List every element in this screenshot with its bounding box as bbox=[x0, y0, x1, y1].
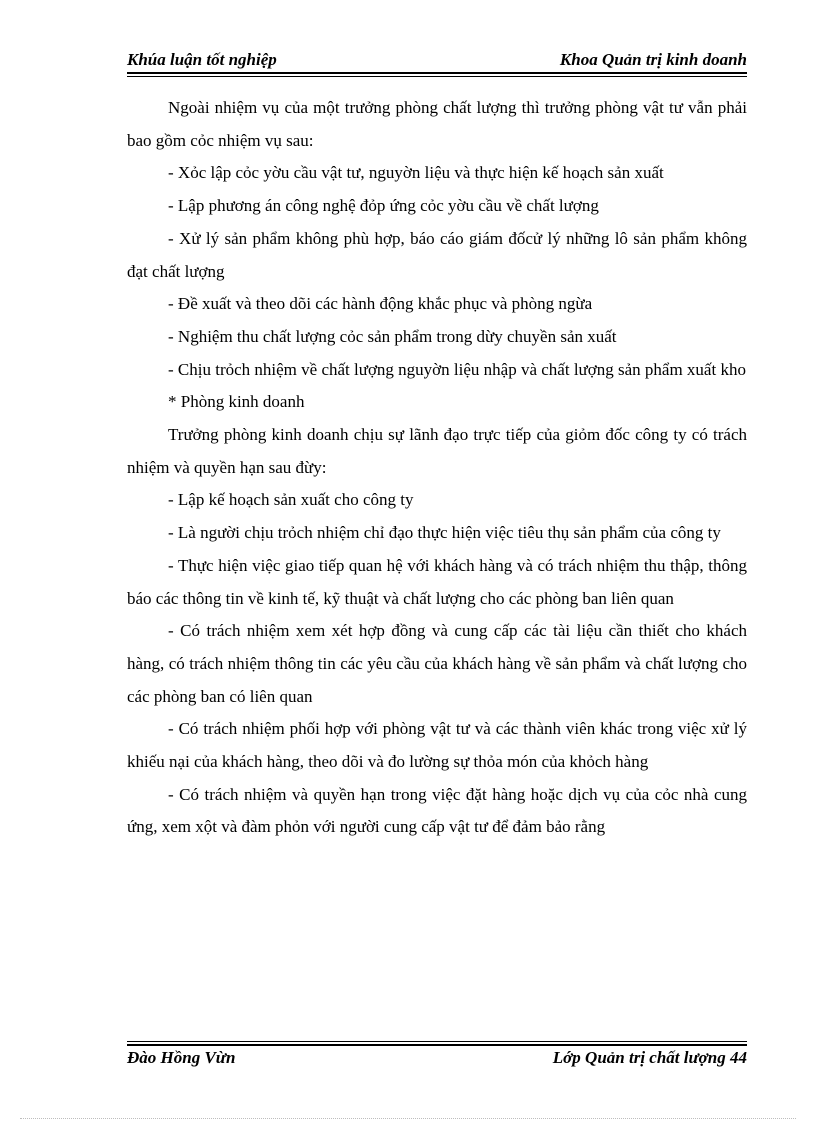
body-paragraph: - Nghiệm thu chất lượng cỏc sản phẩm trong dừy chuyền sản xuất bbox=[168, 326, 617, 346]
footer-author: Đào Hồng Vừn bbox=[127, 1048, 236, 1067]
body-paragraph: - Lập kế hoạch sản xuất cho công ty bbox=[168, 490, 414, 510]
body-paragraph: - Chịu trỏch nhiệm về chất lượng nguyờn liệu nhập và chất lượng sản phẩm xuất kho bbox=[168, 359, 746, 379]
body-paragraph: - Là người chịu trỏch nhiệm chỉ đạo thực hiện việc tiêu thụ sản phẩm của công ty bbox=[168, 523, 721, 543]
body-paragraph: - Lập phương án công nghệ đỏp ứng cỏc yờu cầu về chất lượng bbox=[168, 196, 599, 216]
page-header bbox=[127, 48, 747, 70]
header-rule-thin bbox=[127, 76, 747, 77]
page-body bbox=[127, 92, 747, 844]
header-rule-thick bbox=[127, 72, 747, 74]
section-heading: * Phòng kinh doanh bbox=[168, 392, 305, 412]
header-thesis-title: Khúa luận tốt nghiệp bbox=[127, 50, 277, 69]
body-paragraph: - Đề xuất và theo dõi các hành động khắc phục và phòng ngừa bbox=[168, 294, 593, 314]
body-paragraph: - Xử lý sản phẩm không phù hợp, báo cáo giám đốcử lý những lô sản phẩm không đạt chất lượng bbox=[127, 228, 747, 281]
page-footer bbox=[127, 1046, 747, 1068]
footer-class: Lớp Quản trị chất lượng 44 bbox=[552, 1048, 747, 1067]
body-paragraph: - Thực hiện việc giao tiếp quan hệ với khách hàng và có trách nhiệm thu thập, thông báo các thông tin về kinh tế, kỹ thuật và chất lượng cho các phòng ban liên quan bbox=[127, 555, 747, 608]
body-paragraph: - Có trách nhiệm và quyền hạn trong việc đặt hàng hoặc dịch vụ của cỏc nhà cung ứng, xem xột và đàm phỏn với người cung cấp vật tư để đảm bảo rằng bbox=[127, 784, 747, 837]
body-paragraph: - Xỏc lập cỏc yờu cầu vật tư, nguyờn liệu và thực hiện kế hoạch sản xuất bbox=[168, 163, 664, 183]
body-paragraph: - Có trách nhiệm phối hợp với phòng vật tư và các thành viên khác trong việc xử lý khiếu nại của khách hàng, theo dõi và đo lường sự thỏa món của khỏch hàng bbox=[127, 719, 747, 772]
header-faculty: Khoa Quản trị kinh doanh bbox=[559, 50, 747, 69]
body-paragraph: Trưởng phòng kinh doanh chịu sự lãnh đạo trực tiếp của giỏm đốc công ty có trách nhiệm và quyền hạn sau đừy: bbox=[127, 425, 747, 477]
footer-rule-thin bbox=[127, 1041, 747, 1042]
page-bottom-dotted-line bbox=[20, 1118, 796, 1119]
body-paragraph: - Có trách nhiệm xem xét hợp đồng và cung cấp các tài liệu cần thiết cho khách hàng, có trách nhiệm thông tin các yêu cầu của khách hàng về sản phẩm và chất lượng cho các phòng ban có liên quan bbox=[127, 621, 747, 706]
body-paragraph: Ngoài nhiệm vụ của một trưởng phòng chất lượng thì trưởng phòng vật tư vẫn phải bao gồm cỏc nhiệm vụ sau: bbox=[127, 98, 747, 150]
